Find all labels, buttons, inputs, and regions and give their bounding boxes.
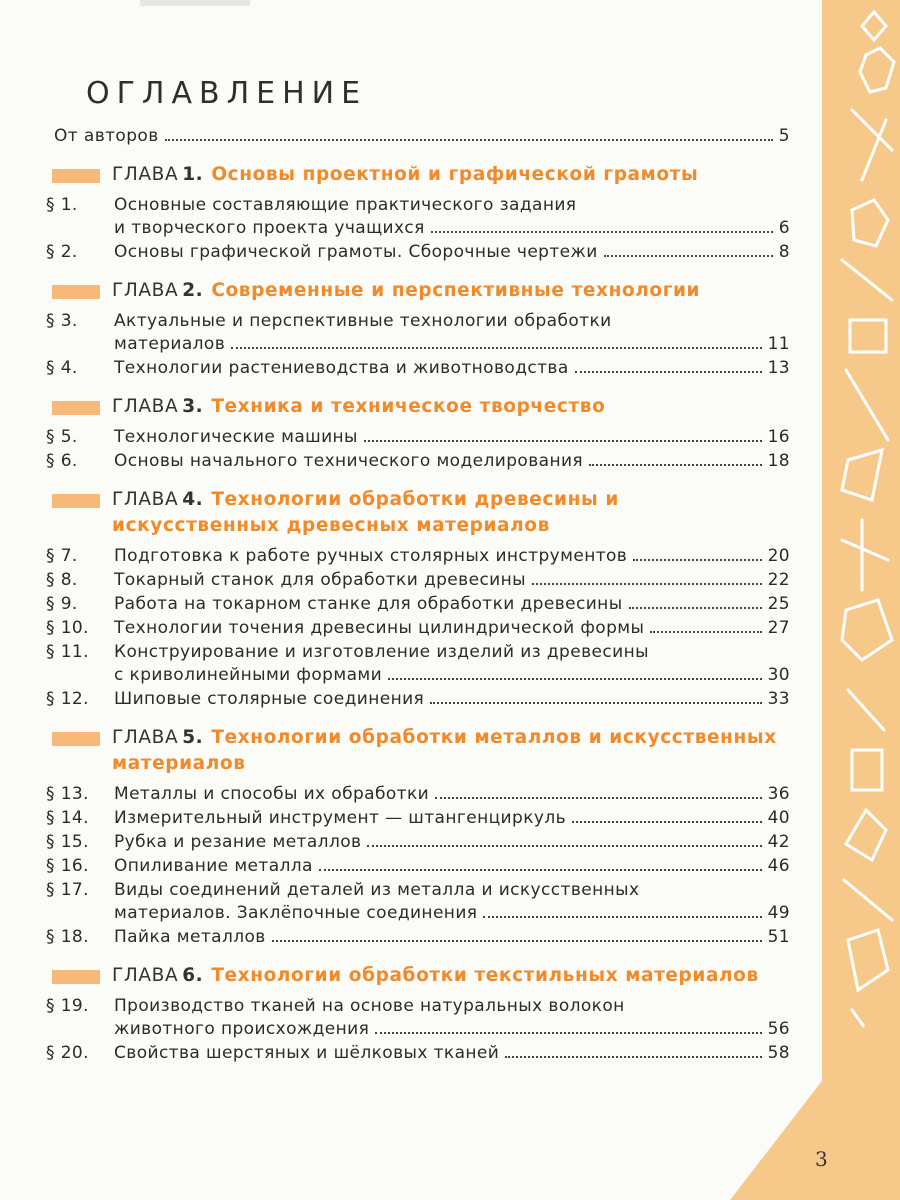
toc-entry[interactable]	[46, 194, 790, 240]
chapter-label: ГЛАВА	[112, 489, 179, 510]
toc-entry[interactable]	[46, 569, 790, 592]
toc-entry[interactable]	[46, 783, 790, 806]
chapter-heading[interactable]	[46, 725, 790, 777]
chapter-name: Технологии обработки текстильных материалов	[211, 965, 759, 986]
chapter-marker-bar	[52, 494, 100, 508]
entry-page: 36	[767, 784, 790, 804]
toc-entry[interactable]	[46, 641, 790, 687]
toc-entry[interactable]	[46, 926, 790, 949]
entry-title: Измерительный инструмент — штангенциркуль	[114, 808, 567, 828]
dot-leader	[505, 1056, 761, 1058]
dot-leader	[435, 797, 761, 799]
entry-page: 6	[778, 218, 790, 238]
entry-page: 11	[767, 334, 790, 354]
entry-page: 40	[767, 808, 790, 828]
toc-entry[interactable]	[46, 688, 790, 711]
chapter-marker-bar	[52, 169, 100, 183]
section-number: § 17.	[46, 880, 89, 900]
dot-leader	[633, 559, 761, 561]
entry-title: и творческого проекта учащихся	[114, 218, 425, 238]
toc-entry[interactable]	[46, 310, 790, 356]
section-number: § 20.	[46, 1043, 89, 1063]
entry-title-line: Конструирование и изготовление изделий из древесины	[114, 642, 649, 662]
entry-title: Основы графической грамоты. Сборочные чертежи	[114, 242, 598, 262]
entry-page: 25	[767, 594, 790, 614]
section-number: § 1.	[46, 195, 78, 215]
entry-title: Пайка металлов	[114, 927, 266, 947]
dot-leader	[604, 255, 773, 257]
section-number: § 5.	[46, 427, 78, 447]
chapter-name: Технологии обработки древесины и искусственных древесных материалов	[112, 489, 619, 536]
section-number: § 19.	[46, 996, 89, 1016]
dot-leader	[572, 821, 762, 823]
dot-leader	[388, 678, 761, 680]
dot-leader	[629, 607, 762, 609]
page-number: 3	[815, 1147, 828, 1171]
entry-title-line: Виды соединений деталей из металла и искусственных	[114, 880, 640, 900]
toc-entry[interactable]	[46, 357, 790, 380]
entry-page: 22	[767, 570, 790, 590]
entry-title: Токарный станок для обработки древесины	[114, 570, 526, 590]
toc-entry[interactable]	[46, 545, 790, 568]
chapter-marker-bar	[52, 970, 100, 984]
toc-entry[interactable]	[46, 855, 790, 878]
chapter-number: 2.	[182, 280, 204, 301]
entry-page: 56	[767, 1019, 790, 1039]
entry-page: 8	[778, 242, 790, 262]
toc-entry[interactable]	[46, 450, 790, 473]
dot-leader	[319, 869, 762, 871]
chapter-name: Современные и перспективные технологии	[211, 280, 701, 301]
entry-title: Металлы и способы их обработки	[114, 784, 430, 804]
chapter-number: 4.	[182, 489, 204, 510]
chapter-name: Основы проектной и графической грамоты	[211, 164, 699, 185]
dot-leader	[650, 631, 761, 633]
page-top-edge	[140, 0, 250, 6]
chapter-heading[interactable]	[46, 963, 790, 989]
section-number: § 15.	[46, 832, 89, 852]
chapter-label: ГЛАВА	[112, 280, 179, 301]
dot-leader	[532, 583, 762, 585]
toc-entry[interactable]	[46, 831, 790, 854]
dot-leader	[431, 231, 773, 233]
entry-page: 46	[767, 856, 790, 876]
dot-leader	[364, 440, 762, 442]
entry-title-line: Основные составляющие практического задания	[114, 195, 577, 215]
entry-title-line: Производство тканей на основе натуральных волокон	[114, 996, 625, 1016]
entry-title: Технологии растениеводства и животноводства	[114, 358, 569, 378]
entry-page: 42	[767, 832, 790, 852]
chapter-name: Технологии обработки металлов и искусственных материалов	[112, 727, 777, 774]
section-number: § 12.	[46, 689, 89, 709]
section-number: § 11.	[46, 642, 89, 662]
section-number: § 2.	[46, 242, 78, 262]
entry-page: 33	[767, 689, 790, 709]
toc-entry-intro[interactable]	[46, 125, 790, 148]
entry-title: От авторов	[54, 126, 159, 146]
section-number: § 7.	[46, 546, 78, 566]
entry-page: 49	[767, 903, 790, 923]
section-number: § 8.	[46, 570, 78, 590]
entry-page: 30	[767, 665, 790, 685]
entry-page: 5	[778, 126, 790, 146]
toc-entry[interactable]	[46, 1042, 790, 1065]
chapter-marker-bar	[52, 401, 100, 415]
entry-page: 20	[767, 546, 790, 566]
chapter-label: ГЛАВА	[112, 396, 179, 417]
dot-leader	[375, 1032, 761, 1034]
entry-title: Технологические машины	[114, 427, 358, 447]
toc-entry[interactable]	[46, 995, 790, 1041]
chapter-number: 5.	[182, 727, 204, 748]
section-number: § 6.	[46, 451, 78, 471]
entry-title: Рубка и резание металлов	[114, 832, 362, 852]
dot-leader	[367, 845, 761, 847]
section-number: § 3.	[46, 311, 78, 331]
table-of-contents	[46, 76, 790, 1066]
chapter-heading[interactable]	[46, 394, 790, 420]
section-number: § 9.	[46, 594, 78, 614]
entry-page: 18	[767, 451, 790, 471]
entry-title: Работа на токарном станке для обработки древесины	[114, 594, 623, 614]
entry-title: Технологии точения древесины цилиндрической формы	[114, 618, 645, 638]
entry-title-line: Актуальные и перспективные технологии обработки	[114, 311, 612, 331]
chapter-label: ГЛАВА	[112, 965, 179, 986]
section-number: § 10.	[46, 618, 89, 638]
chapter-list	[46, 162, 790, 1065]
dot-leader	[430, 702, 761, 704]
entry-title: Свойства шерстяных и шёлковых тканей	[114, 1043, 500, 1063]
dot-leader	[575, 371, 762, 373]
toc-entry[interactable]	[46, 593, 790, 616]
dot-leader	[589, 464, 762, 466]
dot-leader	[483, 916, 761, 918]
section-number: § 13.	[46, 784, 89, 804]
entry-title: Шиповые столярные соединения	[114, 689, 425, 709]
chapter-heading[interactable]	[46, 487, 790, 539]
entry-title: Основы начального технического моделирования	[114, 451, 584, 471]
toc-title: ОГЛАВЛЕНИЕ	[86, 76, 368, 111]
entry-page: 51	[767, 927, 790, 947]
section-number: § 16.	[46, 856, 89, 876]
chapter-marker-bar	[52, 285, 100, 299]
toc-entry[interactable]	[46, 426, 790, 449]
chapter-heading[interactable]	[46, 278, 790, 304]
entry-title: животного происхождения	[114, 1019, 370, 1039]
section-number: § 4.	[46, 358, 78, 378]
entry-title: материалов	[114, 334, 226, 354]
entry-page: 13	[767, 358, 790, 378]
chapter-label: ГЛАВА	[112, 727, 179, 748]
entry-title: Опиливание металла	[114, 856, 313, 876]
toc-entry[interactable]	[46, 807, 790, 830]
chapter-heading[interactable]	[46, 162, 790, 188]
chapter-name: Техника и техническое творчество	[211, 396, 606, 417]
entry-page: 58	[767, 1043, 790, 1063]
entry-page: 16	[767, 427, 790, 447]
entry-title: Подготовка к работе ручных столярных инструментов	[114, 546, 628, 566]
dot-leader	[165, 139, 773, 141]
toc-entry[interactable]	[46, 241, 790, 264]
chapter-number: 6.	[182, 965, 204, 986]
entry-title: с криволинейными формами	[114, 665, 383, 685]
toc-entry[interactable]	[46, 617, 790, 640]
chapter-marker-bar	[52, 732, 100, 746]
toc-entry[interactable]	[46, 879, 790, 925]
chapter-number: 1.	[182, 164, 204, 185]
entry-page: 27	[767, 618, 790, 638]
section-number: § 14.	[46, 808, 89, 828]
chapter-number: 3.	[182, 396, 204, 417]
dot-leader	[272, 940, 762, 942]
dot-leader	[231, 347, 761, 349]
chapter-label: ГЛАВА	[112, 164, 179, 185]
section-number: § 18.	[46, 927, 89, 947]
entry-title: материалов. Заклёпочные соединения	[114, 903, 478, 923]
